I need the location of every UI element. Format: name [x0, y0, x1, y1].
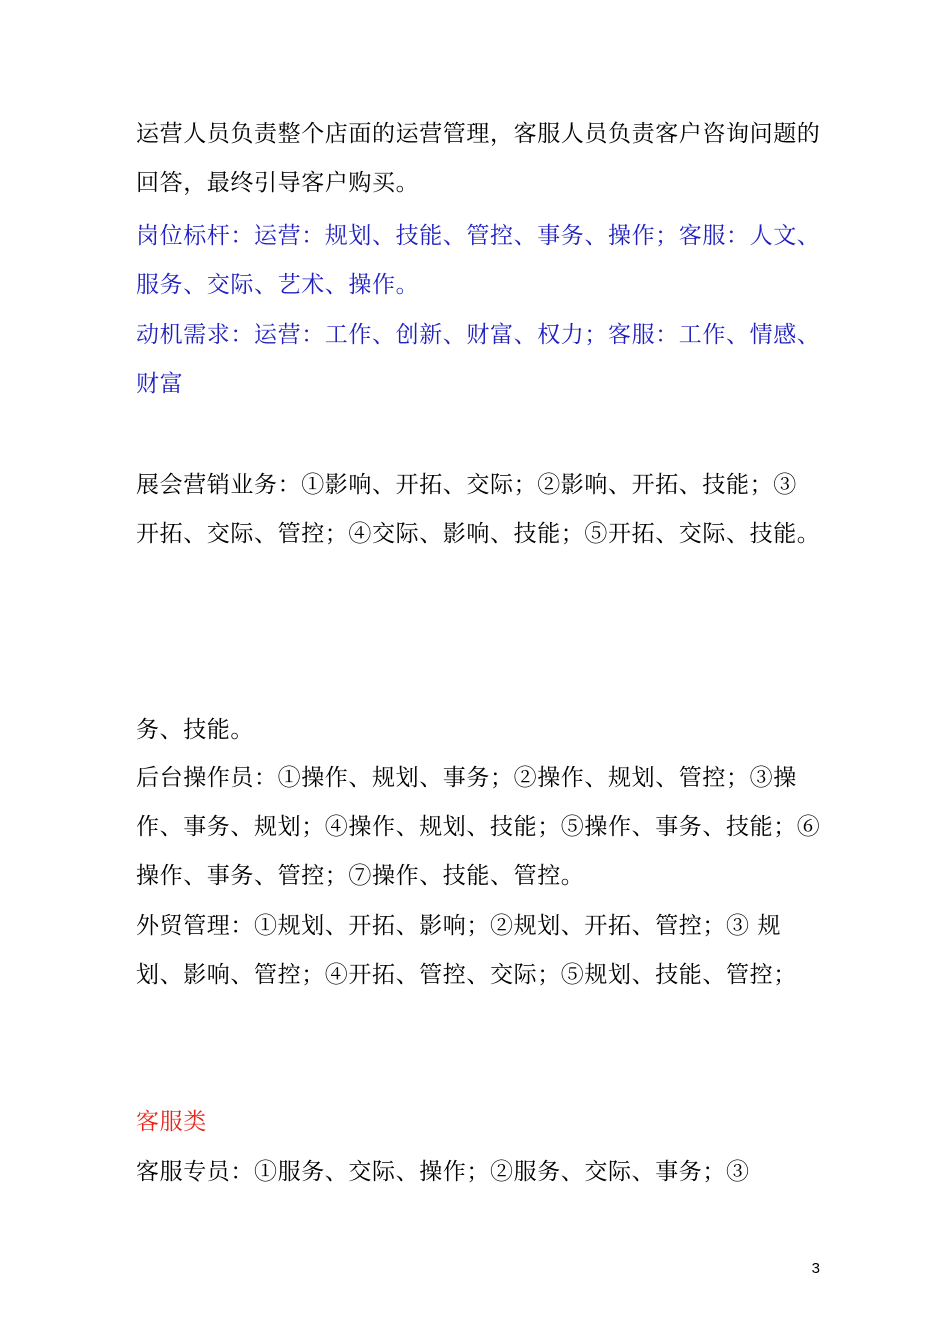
paragraph-foreign-trade: 外贸管理：①规划、开拓、影响；②规划、开拓、管控；③ 规划、影响、管控；④开拓、管控、交际；⑤规划、技能、管控；	[136, 913, 797, 988]
page-number: 3	[811, 1260, 820, 1277]
paragraph-job-benchmark: 岗位标杆：运营：规划、技能、管控、事务、操作；客服：人文、服务、交际、艺术、操作。	[136, 223, 821, 298]
paragraph-motivation-needs: 动机需求：运营：工作、创新、财富、权力；客服：工作、情感、财富	[136, 322, 821, 397]
paragraph-fragment: 务、技能。	[136, 717, 254, 743]
paragraph-backend-operator: 后台操作员：①操作、规划、事务；②操作、规划、管控；③操作、事务、规划；④操作、规划、技能；⑤操作、事务、技能；⑥操作、事务、管控；⑦操作、技能、管控。	[136, 765, 821, 889]
section-heading-customer-service: 客服类	[136, 1109, 207, 1135]
paragraph-operations-intro: 运营人员负责整个店面的运营管理，客服人员负责客户咨询问题的回答，最终引导客户购买。	[136, 121, 821, 196]
paragraph-customer-service-specialist: 客服专员：①服务、交际、操作；②服务、交际、事务；③	[136, 1159, 750, 1185]
paragraph-exhibition-marketing: 展会营销业务：①影响、开拓、交际；②影响、开拓、技能；③ 开拓、交际、管控；④交际、影响、技能；⑤开拓、交际、技能。	[136, 472, 821, 547]
